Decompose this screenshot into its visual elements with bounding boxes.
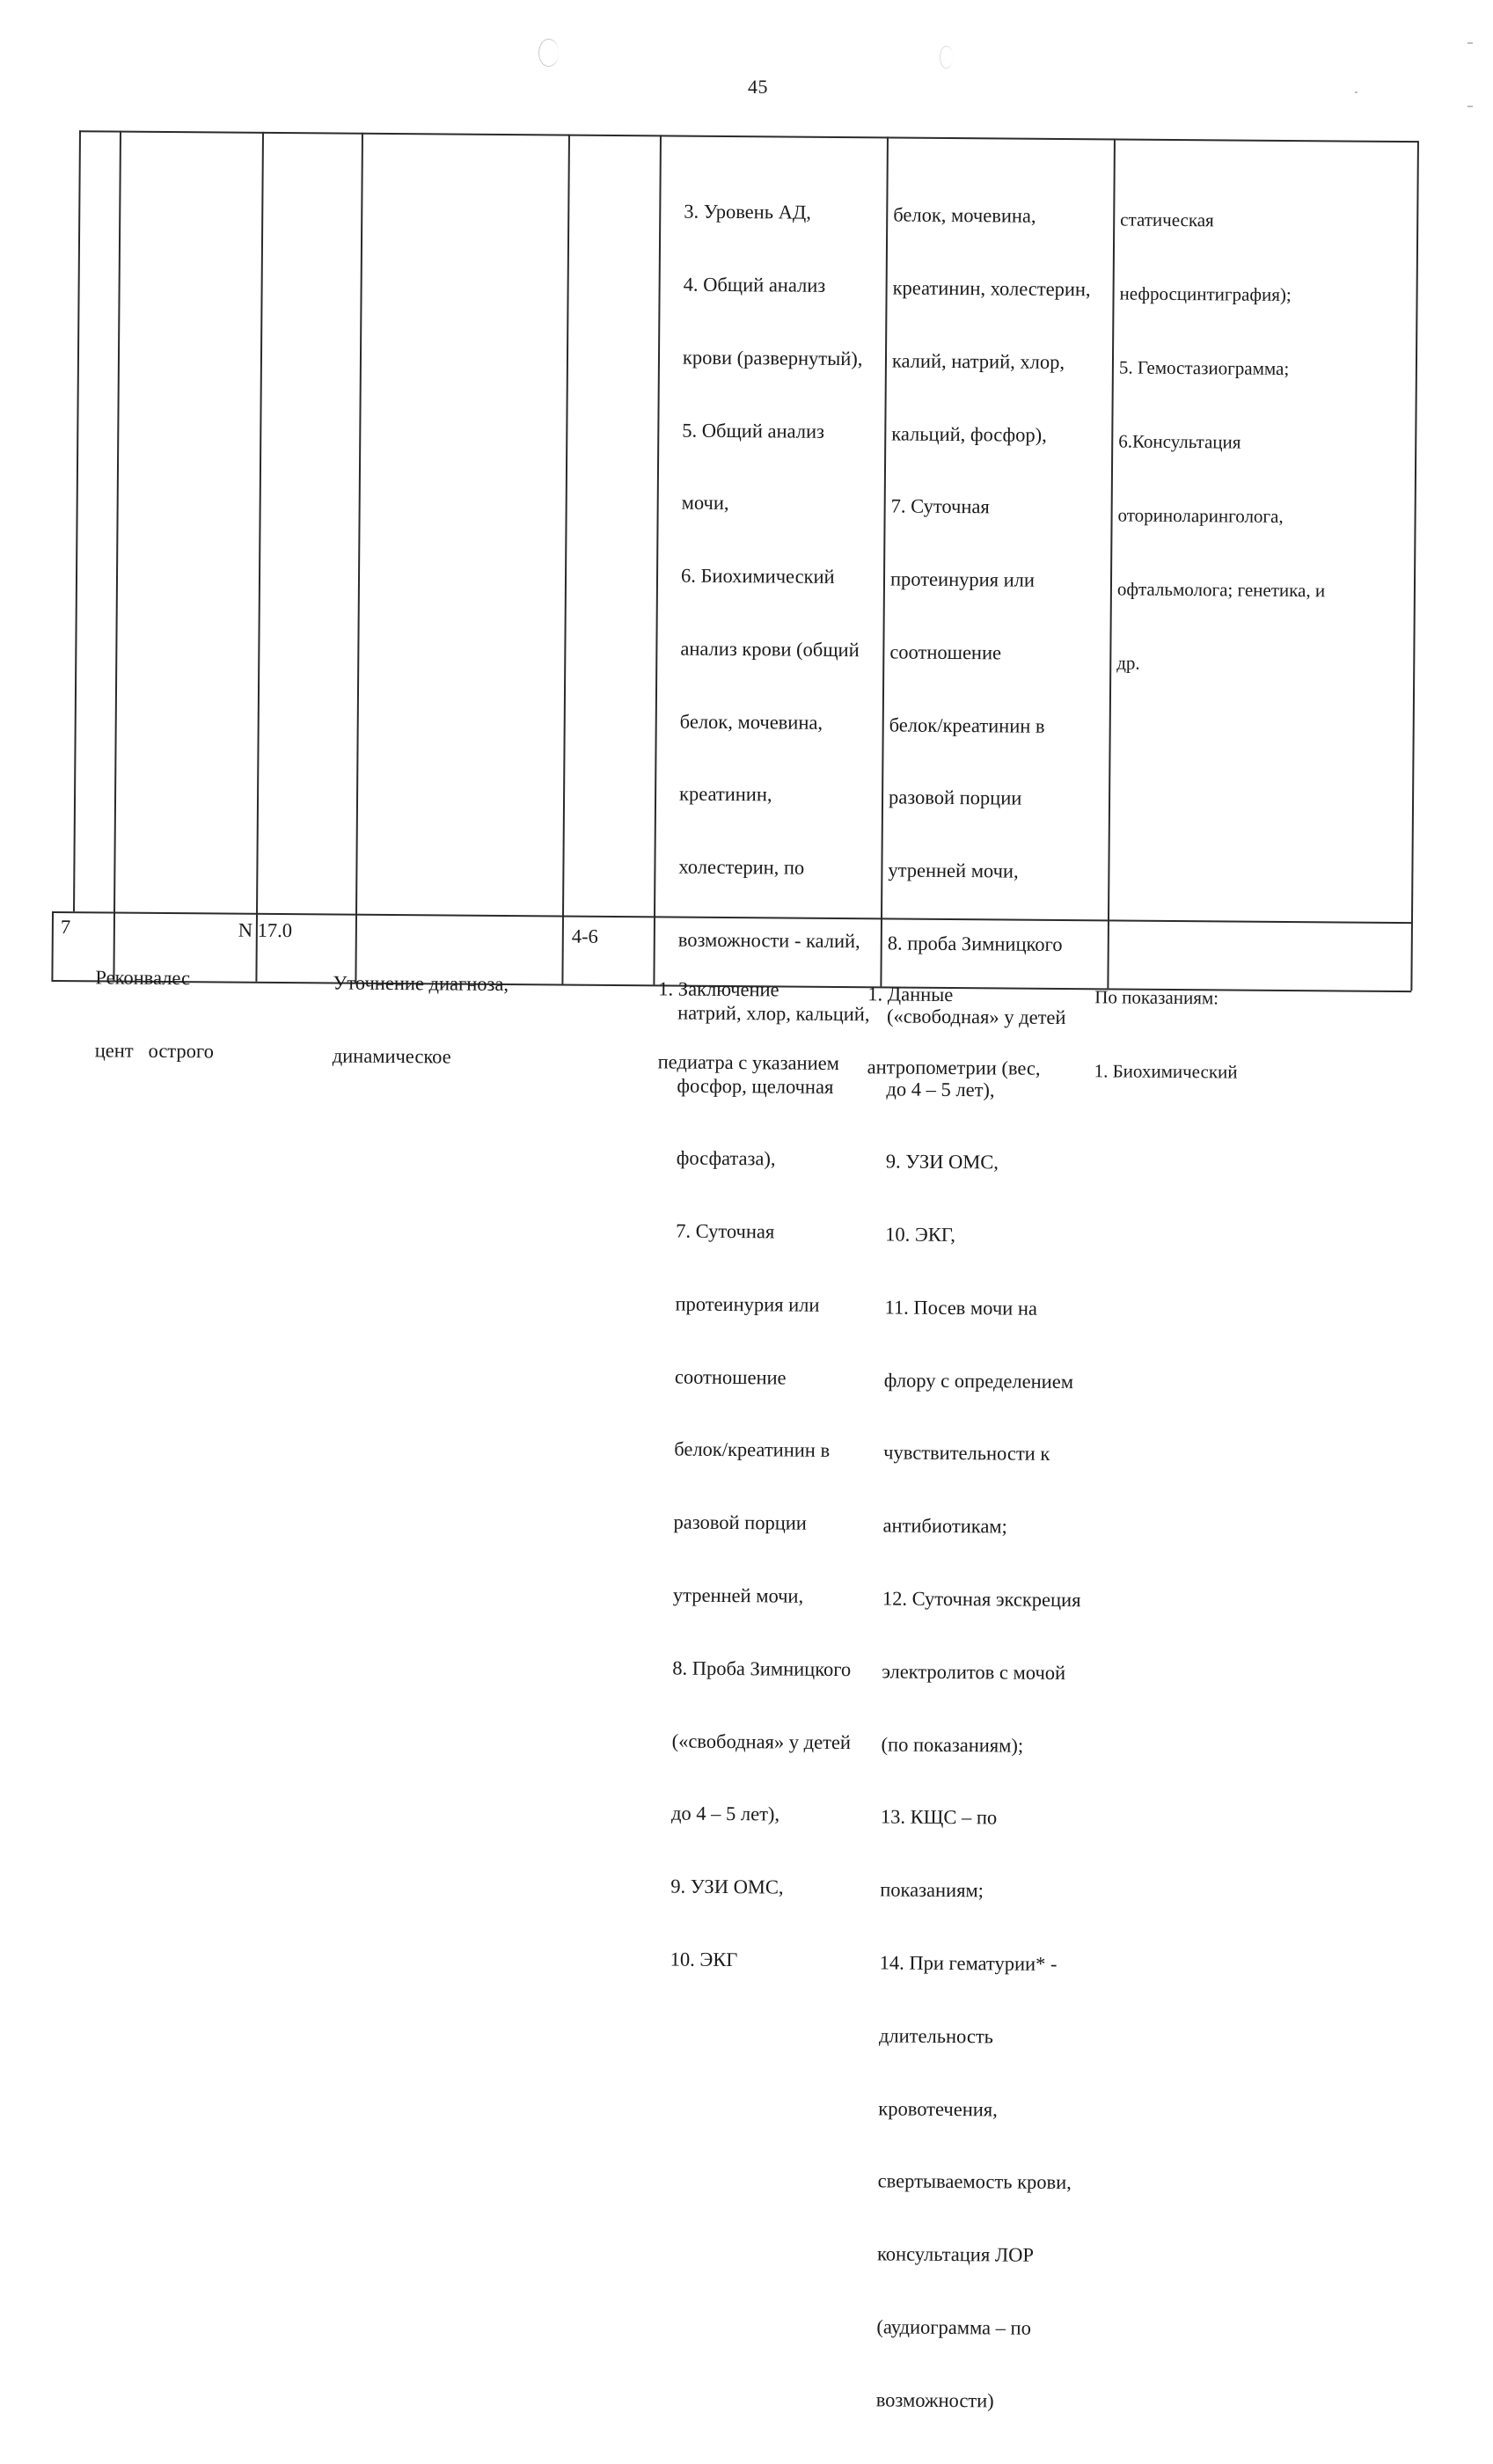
cell-line: белок, мочевина,: [679, 710, 823, 734]
column-divider: [880, 136, 888, 986]
cell-line: (по показаниям);: [881, 1732, 1024, 1757]
cell-line: электролитов с мочой: [882, 1660, 1066, 1684]
cell-line: 3. Уровень АД,: [684, 200, 811, 223]
cell-line: Реконвалес: [95, 966, 191, 990]
cell-line: возможности - калий,: [677, 928, 860, 953]
cell-line: кровотечения,: [878, 2096, 998, 2120]
cell-line: соотношение: [674, 1365, 787, 1389]
scan-mark: [538, 39, 559, 67]
indications-cell-row7: [1094, 935, 1239, 1133]
cell-line: до 4 – 5 лет),: [670, 1802, 780, 1825]
column-divider: [1107, 138, 1115, 988]
cell-line: др.: [1116, 652, 1140, 674]
cell-line: антибиотикам;: [882, 1514, 1007, 1538]
column-divider: [561, 135, 569, 984]
cell-line: возможности): [875, 2388, 994, 2412]
table-top-border: [79, 130, 1418, 143]
cell-line: офтальмолога; генетика, и: [1116, 578, 1326, 602]
cell-line: длительность: [878, 2024, 994, 2048]
cell-line: свертываемость крови,: [877, 2169, 1072, 2194]
cell-line: 1. Биохимический: [1094, 1060, 1238, 1083]
examinations-cell-row7: [657, 928, 840, 1123]
cell-line: фосфор, щелочная: [677, 1074, 834, 1098]
cell-line: креатинин,: [678, 783, 772, 806]
cell-line: калий, натрий, хлор,: [891, 349, 1065, 373]
column-divider: [113, 131, 121, 981]
cell-line: креатинин, холестерин,: [892, 276, 1091, 301]
cell-line: статическая: [1120, 208, 1214, 231]
cell-line: 13. КЩС – по: [880, 1805, 998, 1829]
cell-line: 9. УЗИ ОМС,: [885, 1150, 999, 1174]
cell-line: флору с определением: [883, 1369, 1074, 1393]
cell-line: антропометрии (вес,: [867, 1056, 1041, 1079]
cell-line: 1. Заключение: [658, 977, 779, 1001]
cell-line: анализ крови (общий: [680, 637, 860, 662]
cell-line: 14. При гематурии* -: [879, 1951, 1058, 1975]
cell-line: оториноларинголога,: [1117, 504, 1284, 527]
cell-line: утренней мочи,: [888, 859, 1019, 882]
column-divider: [653, 135, 661, 984]
cell-line: соотношение: [889, 640, 1002, 664]
row-number-cell: 7: [60, 916, 71, 939]
cell-line: фосфатаза),: [676, 1146, 776, 1170]
cell-line: Уточнение диагноза,: [333, 971, 509, 996]
cell-line: цент острого: [94, 1039, 214, 1063]
frequency-cell: 4-6: [571, 925, 598, 947]
cell-line: протеинурия или: [675, 1292, 820, 1316]
cell-line: 12. Суточная экскреция: [882, 1587, 1081, 1612]
cell-line: белок, мочевина,: [893, 203, 1036, 227]
cell-line: («свободная» у детей: [887, 1005, 1066, 1028]
group-name-cell: [94, 917, 215, 1112]
scan-mark: [940, 46, 953, 69]
cell-line: консультация ЛОР: [876, 2242, 1035, 2266]
cell-line: 5. Общий анализ: [682, 419, 825, 442]
indications-cell: [1116, 157, 1328, 726]
cell-line: чувствительности к: [883, 1441, 1050, 1466]
cell-line: утренней мочи,: [672, 1583, 804, 1607]
cell-line: 8. проба Зимницкого: [887, 932, 1063, 955]
cell-line: показаниям;: [880, 1878, 984, 1902]
column-divider: [355, 133, 362, 983]
cell-line: холестерин, по: [678, 855, 805, 879]
cell-line: мочи,: [681, 491, 729, 515]
cell-line: 7. Суточная: [676, 1219, 775, 1243]
cell-line: кальций, фосфор),: [891, 421, 1047, 446]
cell-line: (аудиограмма – по: [876, 2315, 1031, 2339]
code-cell: N 17.0: [238, 918, 293, 942]
cell-line: белок/креатинин в: [889, 713, 1045, 737]
cell-line: разовой порции: [673, 1510, 807, 1534]
cell-line: 1. Данные: [867, 983, 954, 1006]
cell-line: 6. Биохимический: [680, 564, 835, 589]
cell-line: По показаниям:: [1094, 986, 1219, 1009]
table: [51, 130, 1418, 2412]
cell-line: 8. Проба Зимницкого: [672, 1656, 852, 1680]
cell-line: до 4 – 5 лет),: [886, 1077, 995, 1100]
additional-examinations-cell-row7: [867, 933, 1042, 1129]
page-number: 45: [748, 76, 768, 98]
cell-line: разовой порции: [888, 786, 1022, 810]
table-right-border: [1410, 141, 1418, 991]
scan-speck: [1467, 106, 1473, 107]
cell-line: динамическое: [332, 1044, 451, 1068]
cell-line: натрий, хлор, кальций,: [677, 1001, 870, 1026]
cell-line: 6.Консультация: [1118, 430, 1241, 453]
cell-line: 10. ЭКГ: [670, 1948, 738, 1971]
cell-line: 7. Суточная: [890, 494, 990, 518]
cell-line: 11. Посев мочи на: [884, 1296, 1038, 1320]
cell-line: 5. Гемостазиограмма;: [1118, 356, 1290, 379]
cell-line: нефросцинтиграфия);: [1119, 282, 1292, 306]
scan-speck: [1355, 91, 1358, 93]
table-left-border: [73, 130, 81, 911]
cell-line: белок/креатинин в: [674, 1438, 831, 1462]
cell-line: протеинурия или: [889, 567, 1036, 591]
table-left-border: [51, 911, 53, 980]
additional-examinations-cell: [875, 154, 1092, 2461]
cell-line: крови (развернутый),: [682, 346, 863, 369]
cell-line: 9. УЗИ ОМС,: [670, 1875, 784, 1898]
cell-line: педиатра с указанием: [657, 1050, 840, 1074]
goal-cell: [332, 922, 509, 1117]
cell-line: («свободная» у детей: [671, 1729, 852, 1753]
cell-line: 4. Общий анализ: [683, 273, 826, 296]
scan-speck: [1467, 42, 1473, 44]
column-divider: [255, 132, 263, 982]
cell-line: 10. ЭКГ,: [885, 1223, 955, 1247]
